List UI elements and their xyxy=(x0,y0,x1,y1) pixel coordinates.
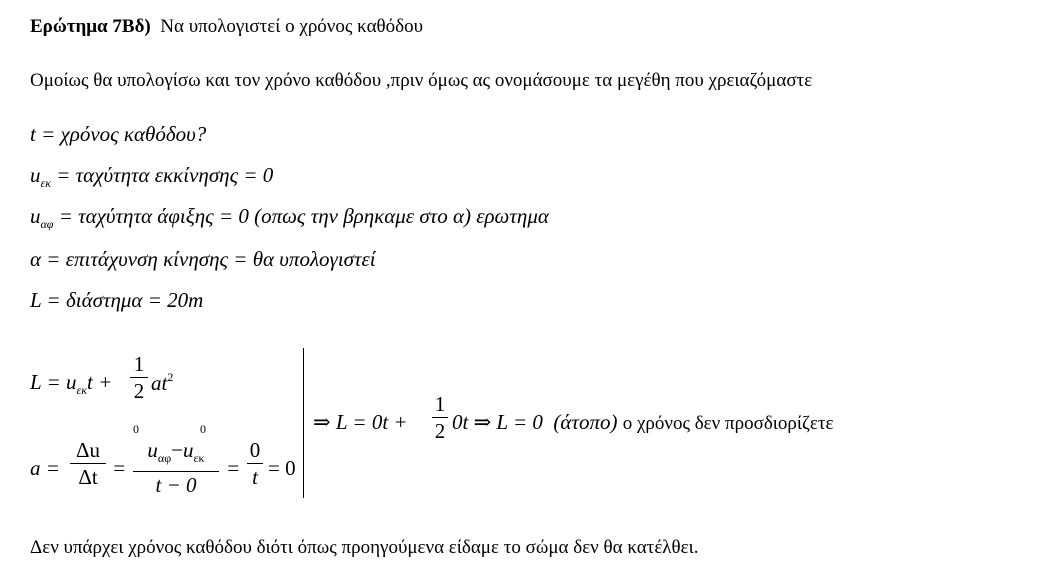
definition-acceleration: α = επιτάχυνση κίνησης = θα υπολογιστεί xyxy=(30,247,376,271)
zero-over-t-fraction: 0 t xyxy=(247,438,263,489)
definition-initial-velocity: $u_{\varepsilon\kappa} = \tau\alpha\chi ύ\tau\eta\tau\alpha$ εκκίνησης = 0 xyxy=(30,163,274,190)
zero-marker-final: 0 xyxy=(133,422,139,436)
definition-time: t = χρόνος καθόδου? xyxy=(30,122,207,146)
question-label: Ερώτημα 7Βδ) xyxy=(30,16,151,37)
question-title xyxy=(30,16,423,38)
zero-marker-initial: 0 xyxy=(200,422,206,436)
system-bracket xyxy=(303,348,304,498)
conclusion-paragraph: Δεν υπάρχει χρόνος καθόδου διότι όπως προηγούμενα είδαμε το σώμα δεν θα κατέλθει. xyxy=(30,537,699,558)
definition-final-velocity: $u_{\alpha\varphi} = \tau\alpha\chi ύ\tau\eta\tau\alpha$ άφιξης = 0 (οπως την βρηκαμε στο α) ερωτημα xyxy=(30,204,549,231)
question-text: Να υπολογιστεί ο χρόνος καθόδου xyxy=(160,16,423,37)
intro-paragraph: Ομοίως θα υπολογίσω και τον χρόνο καθόδου ,πριν όμως ας ονομάσουμε τα μεγέθη που χρειαζόμαστε xyxy=(30,70,813,91)
velocity-fraction: $u_{\alpha\varphi}-u_{\varepsilon\kappa}$ t − 0 xyxy=(133,438,219,497)
delta-fraction: Δu Δt xyxy=(70,438,106,489)
result-half-fraction: 1 2 xyxy=(432,392,448,443)
half-fraction: 1 2 xyxy=(130,352,148,403)
definition-distance: L = διάστημα = 20m xyxy=(30,288,204,312)
